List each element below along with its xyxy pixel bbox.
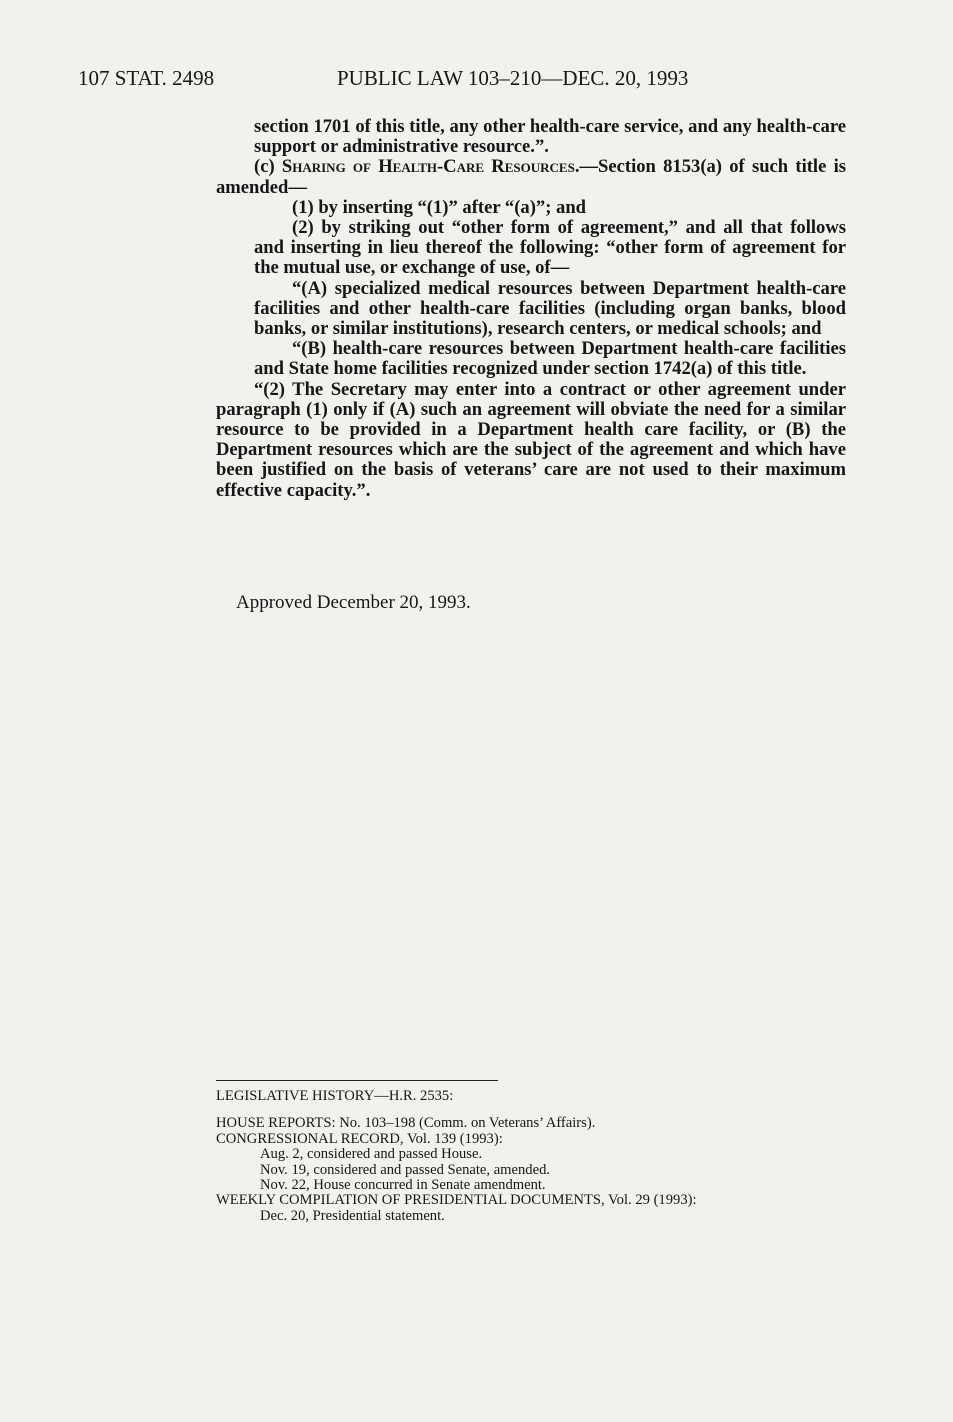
weekly-compilation: WEEKLY COMPILATION OF PRESIDENTIAL DOCUMENTS, Vol. 29 (1993):	[216, 1192, 697, 1209]
paragraph-2-secretary: “(2) The Secretary may enter into a contract or other agreement under paragraph (1) only if (A) such an agreement will obviate the need for a similar resource to be provided in a Department health care facility, or (B) the Department resources which are the subject of the agreement and which have been justified on the basis of veterans’ care are not used to their maximum effective capacity.”.	[216, 378, 846, 501]
statute-body	[216, 117, 846, 501]
paragraph-1: (1) by inserting “(1)” after “(a)”; and	[292, 196, 587, 218]
paragraph-2: (2) by striking out “other form of agreement,” and all that follows and inserting in lieu thereof the following: “other form of agreement for the mutual use, or exchange of use, of—	[254, 217, 846, 279]
stat-reference: 107 STAT. 2498	[78, 66, 215, 90]
house-reports: HOUSE REPORTS: No. 103–198 (Comm. on Veterans’ Affairs).	[216, 1115, 596, 1132]
legislative-history	[216, 1089, 856, 1224]
subsection-c	[216, 157, 846, 197]
approval-date: Approved December 20, 1993.	[236, 592, 471, 613]
history-entry: Aug. 2, considered and passed House.	[260, 1146, 483, 1163]
subparagraph-a: “(A) specialized medical resources between Department health-care facilities and other health-care facilities (including organ banks, blood banks, or similar institutions), research centers, or medical schools; and	[254, 277, 846, 340]
history-entry: Dec. 20, Presidential statement.	[260, 1207, 445, 1224]
history-entry: Nov. 19, considered and passed Senate, amended.	[260, 1161, 551, 1178]
history-entry: Nov. 22, House concurred in Senate amendment.	[260, 1177, 546, 1194]
law-reference: PUBLIC LAW 103–210—DEC. 20, 1993	[337, 66, 689, 90]
page-header	[78, 66, 858, 92]
history-title: LEGISLATIVE HISTORY—H.R. 2535:	[216, 1088, 454, 1104]
divider-rule	[216, 1080, 498, 1081]
subsection-c-text: .—Section 8153(a) of such title is amended—	[216, 156, 846, 198]
subparagraph-b: “(B) health-care resources between Department health-care facilities and State home facilities recognized under section 1742(a) of this title.	[254, 338, 846, 380]
congressional-record: CONGRESSIONAL RECORD, Vol. 139 (1993):	[216, 1130, 503, 1147]
subsection-c-label: (c)	[254, 156, 282, 178]
subsection-c-heading: Sharing of Health-Care Resources	[281, 156, 575, 178]
continued-paragraph: section 1701 of this title, any other health-care service, and any health-care support or administrative resource.”.	[254, 116, 846, 158]
